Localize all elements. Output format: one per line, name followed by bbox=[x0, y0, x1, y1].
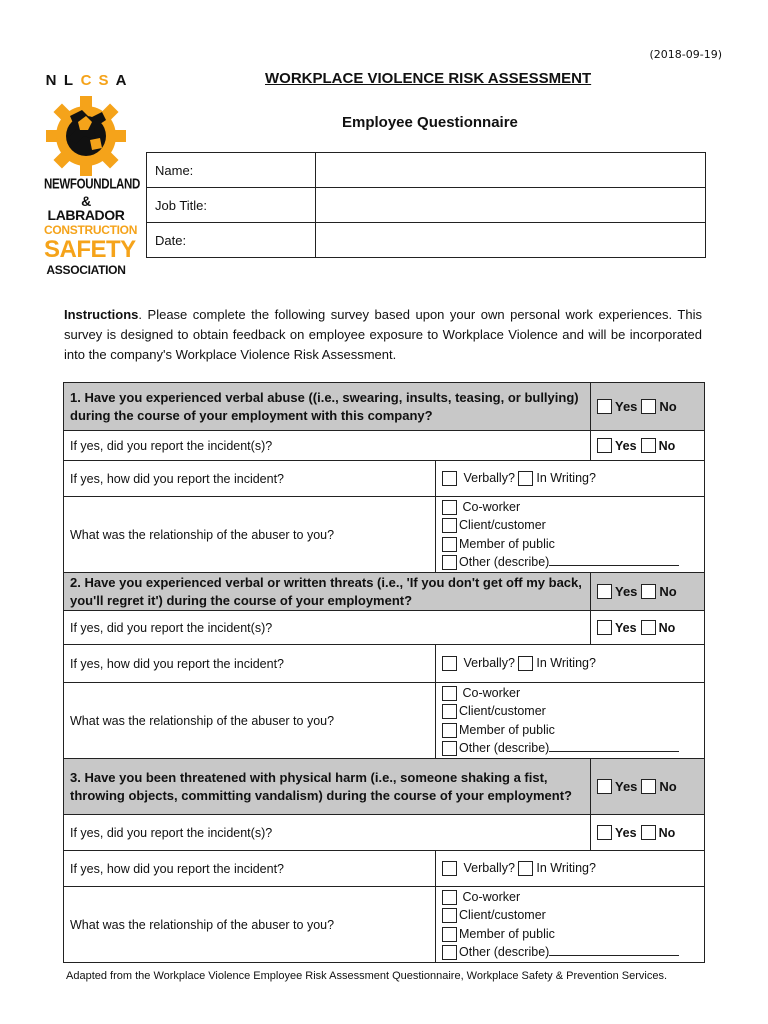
yes-no-group bbox=[591, 573, 705, 611]
logo-line: ASSOCIATION bbox=[46, 262, 126, 277]
logo-line: NEWFOUNDLAND bbox=[44, 177, 141, 193]
question-text: 2. Have you experienced verbal or written threats (i.e., 'If you don't get off my back, you'll regret it') during the course of your employment? bbox=[64, 573, 591, 611]
report-row bbox=[64, 815, 705, 851]
yes-checkbox[interactable] bbox=[597, 779, 612, 794]
yes-checkbox[interactable] bbox=[597, 620, 612, 635]
writing-checkbox[interactable] bbox=[518, 471, 533, 486]
other-describe-field[interactable] bbox=[549, 944, 679, 956]
date-field[interactable] bbox=[316, 223, 706, 258]
logo-acronym bbox=[44, 72, 128, 89]
relationship-row bbox=[64, 497, 705, 573]
logo-line: & LABRADOR bbox=[47, 192, 125, 223]
info-row-date bbox=[147, 223, 706, 258]
no-label: No bbox=[658, 438, 676, 453]
how-question: If yes, how did you report the incident? bbox=[64, 851, 436, 887]
coworker-label: Co-worker bbox=[462, 685, 521, 700]
logo-wordmark bbox=[44, 177, 141, 278]
no-checkbox[interactable] bbox=[641, 779, 656, 794]
relationship-question: What was the relationship of the abuser to you? bbox=[64, 887, 436, 963]
yes-no-group bbox=[591, 759, 705, 815]
yes-checkbox[interactable] bbox=[597, 584, 612, 599]
job-title-field[interactable] bbox=[316, 188, 706, 223]
verbally-checkbox[interactable] bbox=[442, 861, 457, 876]
logo-letter: N bbox=[45, 72, 57, 89]
verbally-checkbox[interactable] bbox=[442, 471, 457, 486]
no-checkbox[interactable] bbox=[641, 825, 656, 840]
client-checkbox[interactable] bbox=[442, 908, 457, 923]
client-label: Client/customer bbox=[459, 518, 546, 532]
instructions-paragraph bbox=[64, 305, 702, 365]
report-question: If yes, did you report the incident(s)? bbox=[64, 815, 591, 851]
verbally-label: Verbally? bbox=[463, 655, 515, 670]
no-checkbox[interactable] bbox=[641, 399, 656, 414]
how-row bbox=[64, 645, 705, 683]
question-row bbox=[64, 383, 705, 431]
logo-line: CONSTRUCTION bbox=[44, 222, 138, 237]
yes-label: Yes bbox=[615, 778, 638, 794]
questionnaire-table bbox=[63, 382, 705, 963]
relationship-options bbox=[436, 683, 705, 759]
relationship-options bbox=[436, 887, 705, 963]
verbally-checkbox[interactable] bbox=[442, 656, 457, 671]
no-checkbox[interactable] bbox=[641, 438, 656, 453]
instructions-body: . Please complete the following survey based upon your own personal work experiences. This survey is designed to obtain feedback on employee exposure to Workplace Violence and will be incorporated into the company's Workplace Violence Risk Assessment. bbox=[64, 307, 702, 362]
other-checkbox[interactable] bbox=[442, 555, 457, 570]
question-row bbox=[64, 759, 705, 815]
instructions-lead: Instructions bbox=[64, 307, 139, 322]
info-label: Name: bbox=[147, 153, 316, 188]
info-label: Job Title: bbox=[147, 188, 316, 223]
writing-checkbox[interactable] bbox=[518, 656, 533, 671]
relationship-question: What was the relationship of the abuser to you? bbox=[64, 683, 436, 759]
logo-letter: S bbox=[98, 72, 109, 89]
yes-checkbox[interactable] bbox=[597, 825, 612, 840]
client-label: Client/customer bbox=[459, 704, 546, 718]
yes-no-group bbox=[591, 383, 705, 431]
public-label: Member of public bbox=[459, 536, 555, 551]
other-checkbox[interactable] bbox=[442, 741, 457, 756]
yes-label: Yes bbox=[615, 438, 637, 453]
logo-line: SAFETY bbox=[44, 235, 136, 263]
gear-worker-icon bbox=[46, 94, 126, 178]
yes-label: Yes bbox=[615, 620, 637, 635]
report-question: If yes, did you report the incident(s)? bbox=[64, 611, 591, 645]
relationship-row bbox=[64, 887, 705, 963]
document-subtitle: Employee Questionnaire bbox=[342, 114, 518, 131]
coworker-checkbox[interactable] bbox=[442, 500, 457, 515]
other-label: Other (describe) bbox=[459, 555, 550, 569]
public-label: Member of public bbox=[459, 926, 555, 941]
verbally-label: Verbally? bbox=[463, 470, 515, 485]
verbally-label: Verbally? bbox=[463, 860, 515, 875]
footer-attribution: Adapted from the Workplace Violence Employee Risk Assessment Questionnaire, Workplace Safety & Prevention Services. bbox=[66, 970, 668, 982]
coworker-label: Co-worker bbox=[462, 889, 521, 904]
client-checkbox[interactable] bbox=[442, 518, 457, 533]
coworker-checkbox[interactable] bbox=[442, 890, 457, 905]
no-label: No bbox=[659, 778, 677, 794]
coworker-checkbox[interactable] bbox=[442, 686, 457, 701]
document-date: (2018-09-19) bbox=[649, 48, 722, 61]
how-question: If yes, how did you report the incident? bbox=[64, 461, 436, 497]
how-options bbox=[436, 851, 705, 887]
yes-checkbox[interactable] bbox=[597, 399, 612, 414]
document-title: WORKPLACE VIOLENCE RISK ASSESSMENT bbox=[265, 70, 592, 87]
yes-label: Yes bbox=[615, 825, 637, 840]
coworker-label: Co-worker bbox=[462, 499, 521, 514]
question-row bbox=[64, 573, 705, 611]
no-checkbox[interactable] bbox=[641, 620, 656, 635]
other-describe-field[interactable] bbox=[549, 740, 679, 752]
name-field[interactable] bbox=[316, 153, 706, 188]
other-checkbox[interactable] bbox=[442, 945, 457, 960]
public-checkbox[interactable] bbox=[442, 537, 457, 552]
how-row bbox=[64, 851, 705, 887]
report-row bbox=[64, 611, 705, 645]
yes-no-group bbox=[591, 611, 705, 645]
writing-label: In Writing? bbox=[536, 860, 596, 875]
how-row bbox=[64, 461, 705, 497]
nlcsa-logo bbox=[44, 72, 141, 277]
report-question: If yes, did you report the incident(s)? bbox=[64, 431, 591, 461]
how-options bbox=[436, 645, 705, 683]
writing-label: In Writing? bbox=[536, 655, 596, 670]
client-label: Client/customer bbox=[459, 908, 546, 922]
how-options bbox=[436, 461, 705, 497]
question-text: 3. Have you been threatened with physical harm (i.e., someone shaking a fist, throwing objects, committing vandalism) during the course of your employment? bbox=[64, 759, 591, 815]
other-label: Other (describe) bbox=[459, 945, 550, 959]
yes-no-group bbox=[591, 431, 705, 461]
writing-label: In Writing? bbox=[536, 470, 596, 485]
public-label: Member of public bbox=[459, 722, 555, 737]
info-label: Date: bbox=[147, 223, 316, 258]
how-question: If yes, how did you report the incident? bbox=[64, 645, 436, 683]
logo-letter: C bbox=[80, 72, 92, 89]
logo-letter: A bbox=[115, 72, 127, 89]
report-row bbox=[64, 431, 705, 461]
info-row-name bbox=[147, 153, 706, 188]
relationship-row bbox=[64, 683, 705, 759]
info-row-job-title bbox=[147, 188, 706, 223]
yes-label: Yes bbox=[615, 583, 638, 599]
no-label: No bbox=[658, 620, 676, 635]
other-describe-field[interactable] bbox=[549, 554, 679, 566]
client-checkbox[interactable] bbox=[442, 704, 457, 719]
employee-info-table bbox=[146, 152, 706, 258]
no-checkbox[interactable] bbox=[641, 584, 656, 599]
relationship-options bbox=[436, 497, 705, 573]
public-checkbox[interactable] bbox=[442, 927, 457, 942]
yes-checkbox[interactable] bbox=[597, 438, 612, 453]
yes-no-group bbox=[591, 815, 705, 851]
writing-checkbox[interactable] bbox=[518, 861, 533, 876]
question-text: 1. Have you experienced verbal abuse ((i.e., swearing, insults, teasing, or bullying) during the course of your employment with this company? bbox=[64, 383, 591, 431]
public-checkbox[interactable] bbox=[442, 723, 457, 738]
no-label: No bbox=[659, 583, 677, 599]
other-label: Other (describe) bbox=[459, 741, 550, 755]
no-label: No bbox=[658, 825, 676, 840]
yes-label: Yes bbox=[615, 398, 638, 414]
relationship-question: What was the relationship of the abuser to you? bbox=[64, 497, 436, 573]
logo-letter: L bbox=[63, 72, 74, 89]
no-label: No bbox=[659, 398, 677, 414]
